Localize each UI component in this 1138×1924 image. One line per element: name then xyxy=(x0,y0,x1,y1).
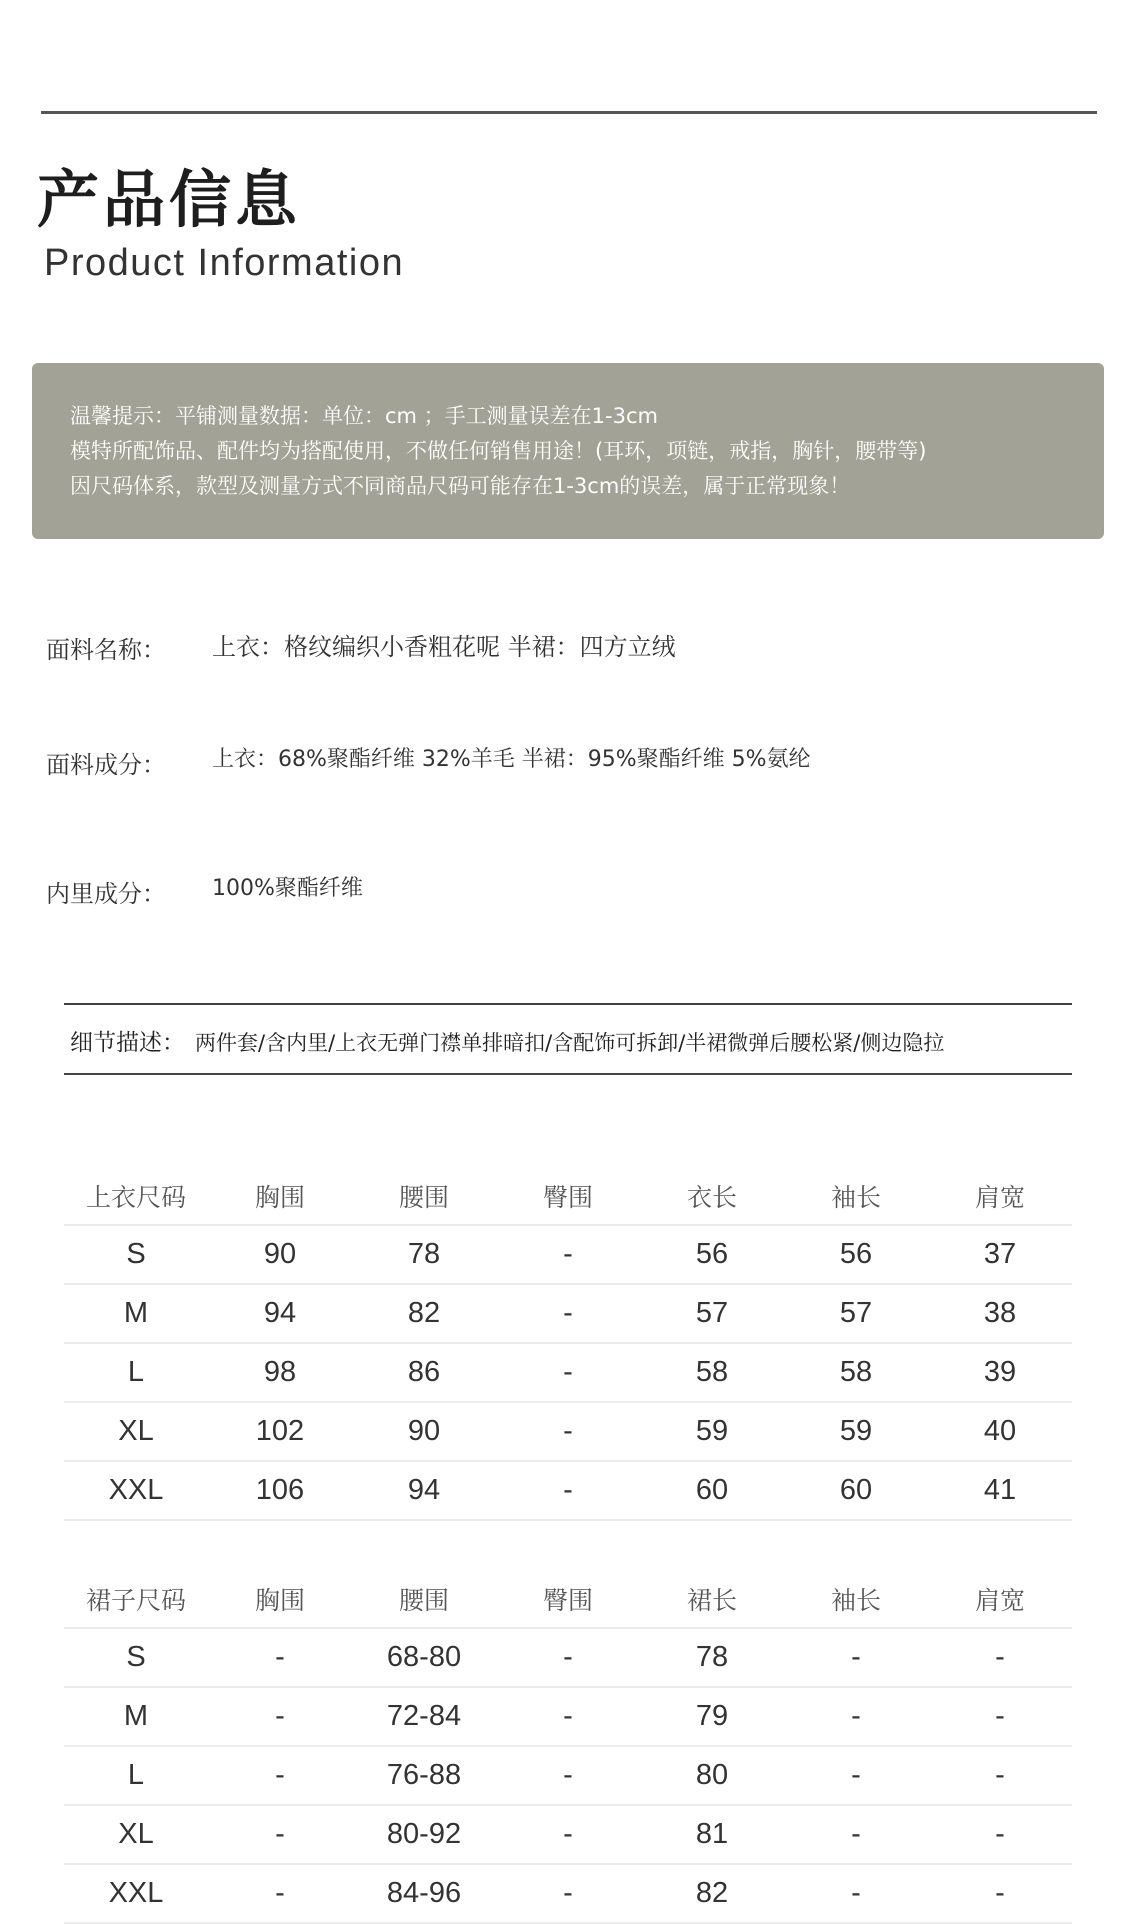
top-size-table xyxy=(64,1167,1072,1521)
size-cell: M xyxy=(64,1687,208,1746)
table-cell: 60 xyxy=(640,1461,784,1520)
header-cell: 肩宽 xyxy=(928,1570,1072,1628)
fabric-name-label: 面料名称： xyxy=(46,636,166,664)
table-cell: 60 xyxy=(784,1461,928,1520)
table-cell: - xyxy=(928,1687,1072,1746)
table-row xyxy=(64,1461,1072,1520)
table-cell: 80 xyxy=(640,1746,784,1805)
table-cell: - xyxy=(496,1225,640,1284)
size-cell: XXL xyxy=(64,1864,208,1923)
table-row xyxy=(64,1628,1072,1687)
table-cell: - xyxy=(496,1864,640,1923)
table-cell: 78 xyxy=(640,1628,784,1687)
table-cell: 40 xyxy=(928,1402,1072,1461)
table-row xyxy=(64,1402,1072,1461)
detail-value: 两件套/含内里/上衣无弹门襟单排暗扣/含配饰可拆卸/半裙微弹后腰松紧/侧边隐拉 xyxy=(195,1031,945,1055)
notice-line: 温馨提示：平铺测量数据：单位：cm ；手工测量误差在1-3cm xyxy=(70,404,658,428)
page-subtitle: Product Information xyxy=(44,242,405,284)
table-cell: 98 xyxy=(208,1343,352,1402)
table-cell: - xyxy=(784,1864,928,1923)
table-row xyxy=(64,1746,1072,1805)
table-cell: 59 xyxy=(784,1402,928,1461)
size-cell: S xyxy=(64,1225,208,1284)
header-cell: 胸围 xyxy=(208,1167,352,1225)
detail-label: 细节描述： xyxy=(70,1030,185,1056)
table-header-row xyxy=(64,1570,1072,1628)
table-row xyxy=(64,1864,1072,1923)
table-cell: - xyxy=(208,1864,352,1923)
size-cell: XL xyxy=(64,1402,208,1461)
size-cell: XL xyxy=(64,1805,208,1864)
table-cell: 57 xyxy=(640,1284,784,1343)
notice-line: 因尺码体系，款型及测量方式不同商品尺码可能存在1-3cm的误差，属于正常现象！ xyxy=(70,474,851,498)
table-cell: 84-96 xyxy=(352,1864,496,1923)
table-cell: 102 xyxy=(208,1402,352,1461)
table-cell: - xyxy=(496,1805,640,1864)
lining-composition-label: 内里成分： xyxy=(46,880,166,908)
table-cell: 94 xyxy=(208,1284,352,1343)
header-cell: 臀围 xyxy=(496,1570,640,1628)
table-row xyxy=(64,1343,1072,1402)
header-cell: 臀围 xyxy=(496,1167,640,1225)
table-cell: - xyxy=(496,1628,640,1687)
table-cell: 72-84 xyxy=(352,1687,496,1746)
fabric-composition-label: 面料成分： xyxy=(46,751,166,779)
header-cell: 裙子尺码 xyxy=(64,1570,208,1628)
table-cell: 68-80 xyxy=(352,1628,496,1687)
table-cell: 79 xyxy=(640,1687,784,1746)
header-cell: 胸围 xyxy=(208,1570,352,1628)
table-cell: 81 xyxy=(640,1805,784,1864)
table-cell: - xyxy=(208,1687,352,1746)
size-cell: L xyxy=(64,1746,208,1805)
header-cell: 上衣尺码 xyxy=(64,1167,208,1225)
table-cell: 57 xyxy=(784,1284,928,1343)
table-cell: - xyxy=(208,1746,352,1805)
table-cell: - xyxy=(496,1284,640,1343)
fabric-composition-value: 上衣：68%聚酯纤维 32%羊毛 半裙：95%聚酯纤维 5%氨纶 xyxy=(212,747,811,772)
table-cell: 41 xyxy=(928,1461,1072,1520)
fabric-name-value: 上衣：格纹编织小香粗花呢 半裙：四方立绒 xyxy=(212,633,676,661)
table-cell: 82 xyxy=(640,1864,784,1923)
header-cell: 裙长 xyxy=(640,1570,784,1628)
table-cell: 78 xyxy=(352,1225,496,1284)
table-cell: - xyxy=(928,1746,1072,1805)
table-cell: - xyxy=(784,1746,928,1805)
table-header-row xyxy=(64,1167,1072,1225)
table-cell: 59 xyxy=(640,1402,784,1461)
table-cell: - xyxy=(496,1461,640,1520)
table-cell: 56 xyxy=(784,1225,928,1284)
header-cell: 袖长 xyxy=(784,1167,928,1225)
table-cell: - xyxy=(496,1402,640,1461)
notice-line: 模特所配饰品、配件均为搭配使用，不做任何销售用途！(耳环，项链，戒指，胸针，腰带等) xyxy=(70,439,927,463)
header-cell: 袖长 xyxy=(784,1570,928,1628)
table-cell: 94 xyxy=(352,1461,496,1520)
table-cell: - xyxy=(928,1805,1072,1864)
size-cell: XXL xyxy=(64,1461,208,1520)
table-cell: - xyxy=(496,1343,640,1402)
table-row xyxy=(64,1225,1072,1284)
table-cell: 58 xyxy=(640,1343,784,1402)
table-cell: - xyxy=(496,1687,640,1746)
lining-composition-value: 100%聚酯纤维 xyxy=(212,876,363,901)
table-cell: 58 xyxy=(784,1343,928,1402)
table-cell: - xyxy=(208,1628,352,1687)
skirt-size-table xyxy=(64,1570,1072,1924)
size-cell: S xyxy=(64,1628,208,1687)
table-row xyxy=(64,1284,1072,1343)
table-cell: 80-92 xyxy=(352,1805,496,1864)
table-cell: - xyxy=(496,1746,640,1805)
size-cell: L xyxy=(64,1343,208,1402)
table-cell: 56 xyxy=(640,1225,784,1284)
table-cell: 90 xyxy=(352,1402,496,1461)
header-cell: 腰围 xyxy=(352,1570,496,1628)
table-row xyxy=(64,1805,1072,1864)
table-cell: - xyxy=(784,1628,928,1687)
table-cell: 106 xyxy=(208,1461,352,1520)
page-title: 产品信息 xyxy=(37,163,302,236)
table-cell: - xyxy=(928,1628,1072,1687)
table-cell: 39 xyxy=(928,1343,1072,1402)
table-cell: - xyxy=(784,1805,928,1864)
header-cell: 腰围 xyxy=(352,1167,496,1225)
detail-bottom-divider xyxy=(64,1073,1072,1075)
table-cell: 82 xyxy=(352,1284,496,1343)
top-divider xyxy=(41,111,1097,114)
header-cell: 衣长 xyxy=(640,1167,784,1225)
table-cell: 90 xyxy=(208,1225,352,1284)
table-cell: - xyxy=(928,1864,1072,1923)
header-cell: 肩宽 xyxy=(928,1167,1072,1225)
table-cell: - xyxy=(784,1687,928,1746)
table-cell: 38 xyxy=(928,1284,1072,1343)
table-row xyxy=(64,1687,1072,1746)
table-cell: 76-88 xyxy=(352,1746,496,1805)
detail-description xyxy=(70,1024,944,1057)
size-cell: M xyxy=(64,1284,208,1343)
table-cell: - xyxy=(208,1805,352,1864)
table-cell: 37 xyxy=(928,1225,1072,1284)
notice-box xyxy=(32,363,1104,539)
detail-top-divider xyxy=(64,1003,1072,1005)
table-cell: 86 xyxy=(352,1343,496,1402)
